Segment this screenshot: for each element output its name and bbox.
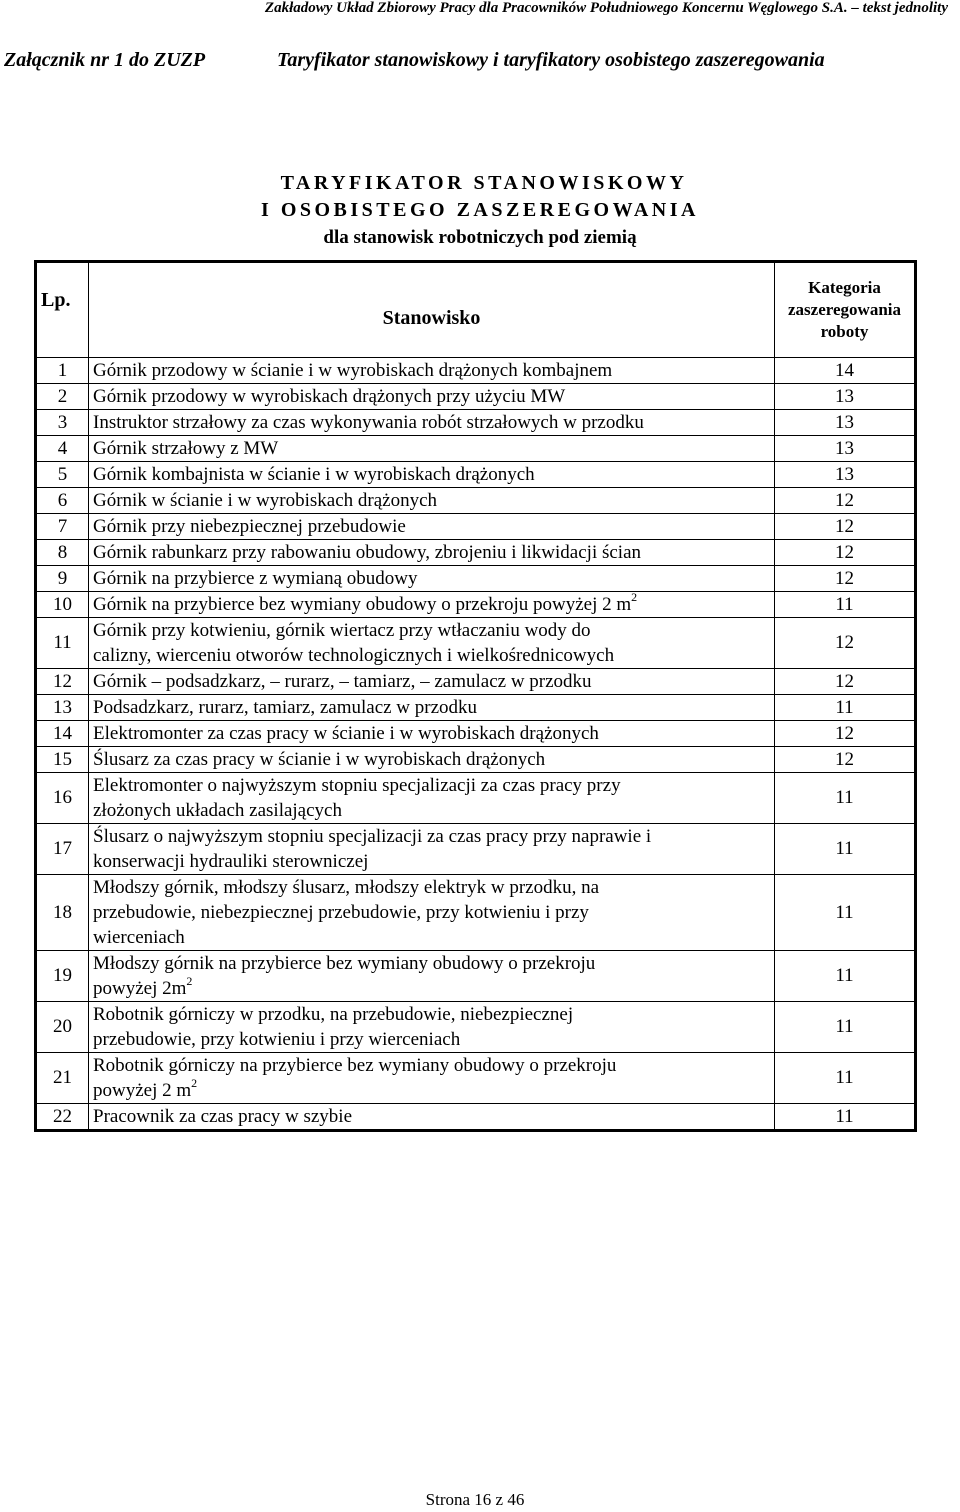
header-lp: Lp. — [36, 262, 89, 358]
category-value: 12 — [775, 488, 916, 514]
position-name-line — [93, 798, 770, 823]
position-name-line — [93, 900, 770, 925]
category-value: 13 — [775, 462, 916, 488]
position-name-text: Ślusarz o najwyższym stopniu specjalizacji za czas pracy przy naprawie i — [93, 826, 652, 847]
row-number: 7 — [36, 514, 89, 540]
category-value: 12 — [775, 540, 916, 566]
category-value: 11 — [775, 592, 916, 618]
row-number: 14 — [36, 721, 89, 747]
position-name-text: Elektromonter za czas pracy w ścianie i w wyrobiskach drążonych — [93, 723, 599, 744]
attachment-title: Taryfikator stanowiskowy i taryfikatory osobistego zaszeregowania — [277, 49, 825, 71]
position-name — [89, 566, 775, 592]
category-value: 13 — [775, 436, 916, 462]
row-number: 22 — [36, 1104, 89, 1131]
row-number: 16 — [36, 773, 89, 824]
row-number: 5 — [36, 462, 89, 488]
position-name-line — [93, 643, 770, 668]
header-stanowisko: Stanowisko — [89, 262, 775, 358]
position-name-line — [93, 747, 770, 772]
table-row — [36, 824, 916, 875]
table-row — [36, 669, 916, 695]
superscript: 2 — [631, 590, 638, 604]
row-number: 9 — [36, 566, 89, 592]
position-name-text: Górnik przy kotwieniu, górnik wiertacz przy wtłaczaniu wody do — [93, 620, 591, 641]
table-row — [36, 747, 916, 773]
position-name-line — [93, 951, 770, 976]
table-row — [36, 875, 916, 951]
position-name — [89, 514, 775, 540]
position-name-line — [93, 514, 770, 539]
position-name — [89, 462, 775, 488]
header-kategoria-line3: roboty — [820, 322, 869, 341]
position-name-text: Górnik przy niebezpiecznej przebudowie — [93, 516, 406, 537]
table-row — [36, 514, 916, 540]
position-name-text: konserwacji hydrauliki sterowniczej — [93, 851, 369, 872]
position-name-text: powyżej 2 m — [93, 1080, 192, 1101]
position-name-line — [93, 925, 770, 950]
position-name-text: Górnik w ścianie i w wyrobiskach drążonych — [93, 490, 438, 511]
position-name-text: Elektromonter o najwyższym stopniu specjalizacji za czas pracy przy — [93, 775, 621, 796]
table-row — [36, 462, 916, 488]
position-name-line — [93, 436, 770, 461]
position-name-line — [93, 488, 770, 513]
position-name-text: Górnik na przybierce z wymianą obudowy — [93, 568, 418, 589]
category-value: 11 — [775, 824, 916, 875]
position-name-line — [93, 875, 770, 900]
position-name — [89, 875, 775, 951]
title-line-2: I OSOBISTEGO ZASZEREGOWANIA — [261, 199, 699, 221]
position-name-text: Robotnik górniczy na przybierce bez wymiany obudowy o przekroju — [93, 1055, 617, 1076]
position-name-text: Młodszy górnik na przybierce bez wymiany obudowy o przekroju — [93, 953, 596, 974]
category-value: 12 — [775, 721, 916, 747]
position-name-text: Górnik przodowy w wyrobiskach drążonych przy użyciu MW — [93, 386, 566, 407]
document-title — [0, 170, 960, 251]
position-name-line — [93, 721, 770, 746]
position-name-line — [93, 618, 770, 643]
position-name-line — [93, 1053, 770, 1078]
position-name-text: złożonych układach zasilających — [93, 800, 342, 821]
category-value: 11 — [775, 1104, 916, 1131]
title-line-1: TARYFIKATOR STANOWISKOWY — [280, 172, 688, 194]
position-name — [89, 1053, 775, 1104]
table-row — [36, 1002, 916, 1053]
row-number: 21 — [36, 1053, 89, 1104]
position-name-line — [93, 592, 770, 617]
position-name-line — [93, 976, 770, 1001]
position-name — [89, 1104, 775, 1131]
table-row — [36, 773, 916, 824]
running-header: Zakładowy Układ Zbiorowy Pracy dla Pracowników Południowego Koncernu Węglowego S.A. – tekst jednolity — [264, 0, 948, 16]
header-kategoria-line1: Kategoria — [808, 278, 881, 297]
table-row — [36, 384, 916, 410]
position-name-text: przebudowie, niebezpiecznej przebudowie, przy kotwieniu i przy — [93, 902, 589, 923]
position-name-line — [93, 1078, 770, 1103]
row-number: 11 — [36, 618, 89, 669]
row-number: 1 — [36, 358, 89, 384]
category-value: 14 — [775, 358, 916, 384]
table-row — [36, 618, 916, 669]
position-name-line — [93, 1002, 770, 1027]
category-value: 12 — [775, 669, 916, 695]
row-number: 12 — [36, 669, 89, 695]
position-name-line — [93, 695, 770, 720]
position-name-text: calizny, wierceniu otworów technologicznych i wielkośrednicowych — [93, 645, 615, 666]
position-name-line — [93, 824, 770, 849]
page-number: Strona 16 z 46 — [425, 1490, 525, 1509]
position-name-text: wierceniach — [93, 927, 185, 948]
header-kategoria — [775, 262, 916, 358]
table-row — [36, 358, 916, 384]
position-name — [89, 410, 775, 436]
table-row — [36, 721, 916, 747]
superscript: 2 — [191, 1076, 198, 1090]
position-name — [89, 669, 775, 695]
position-name-text: przebudowie, przy kotwieniu i przy wierceniach — [93, 1029, 461, 1050]
position-name-text: Podsadzkarz, rurarz, tamiarz, zamulacz w przodku — [93, 697, 478, 718]
position-name-line — [93, 540, 770, 565]
position-name — [89, 695, 775, 721]
row-number: 4 — [36, 436, 89, 462]
row-number: 18 — [36, 875, 89, 951]
tariff-table — [34, 260, 917, 1132]
title-line-3: dla stanowisk robotniczych pod ziemią — [323, 227, 637, 248]
position-name — [89, 384, 775, 410]
position-name-text: Pracownik za czas pracy w szybie — [93, 1106, 353, 1127]
position-name-line — [93, 1027, 770, 1052]
table-row — [36, 566, 916, 592]
category-value: 12 — [775, 514, 916, 540]
row-number: 13 — [36, 695, 89, 721]
table-row — [36, 540, 916, 566]
table-row — [36, 410, 916, 436]
position-name — [89, 1002, 775, 1053]
position-name-text: Ślusarz za czas pracy w ścianie i w wyrobiskach drążonych — [93, 749, 546, 770]
position-name-line — [93, 669, 770, 694]
attachment-label: Załącznik nr 1 do ZUZP — [4, 49, 206, 71]
category-value: 13 — [775, 410, 916, 436]
position-name-text: Górnik – podsadzkarz, – rurarz, – tamiarz, – zamulacz w przodku — [93, 671, 592, 692]
row-number: 20 — [36, 1002, 89, 1053]
position-name-line — [93, 462, 770, 487]
category-value: 13 — [775, 384, 916, 410]
table-header-row — [36, 262, 916, 358]
category-value: 11 — [775, 1053, 916, 1104]
position-name-text: powyżej 2m — [93, 978, 187, 999]
position-name-line — [93, 384, 770, 409]
position-name-text: Górnik rabunkarz przy rabowaniu obudowy, zbrojeniu i likwidacji ścian — [93, 542, 642, 563]
table-row — [36, 592, 916, 618]
position-name-line — [93, 566, 770, 591]
table-row — [36, 951, 916, 1002]
position-name-text: Górnik strzałowy z MW — [93, 438, 279, 459]
row-number: 17 — [36, 824, 89, 875]
category-value: 11 — [775, 695, 916, 721]
position-name-text: Robotnik górniczy w przodku, na przebudowie, niebezpiecznej — [93, 1004, 574, 1025]
row-number: 15 — [36, 747, 89, 773]
table-row — [36, 695, 916, 721]
position-name — [89, 436, 775, 462]
category-value: 12 — [775, 566, 916, 592]
position-name — [89, 488, 775, 514]
row-number: 3 — [36, 410, 89, 436]
position-name — [89, 773, 775, 824]
position-name — [89, 618, 775, 669]
position-name-line — [93, 849, 770, 874]
row-number: 8 — [36, 540, 89, 566]
position-name — [89, 721, 775, 747]
superscript: 2 — [186, 974, 193, 988]
row-number: 6 — [36, 488, 89, 514]
table-row — [36, 1104, 916, 1131]
category-value: 11 — [775, 1002, 916, 1053]
position-name — [89, 358, 775, 384]
category-value: 11 — [775, 773, 916, 824]
position-name-text: Młodszy górnik, młodszy ślusarz, młodszy elektryk w przodku, na — [93, 877, 600, 898]
table-row — [36, 436, 916, 462]
header-kategoria-line2: zaszeregowania — [788, 300, 901, 319]
category-value: 12 — [775, 618, 916, 669]
position-name — [89, 540, 775, 566]
table-row — [36, 488, 916, 514]
position-name — [89, 747, 775, 773]
position-name — [89, 951, 775, 1002]
position-name-text: Górnik na przybierce bez wymiany obudowy o przekroju powyżej 2 m — [93, 594, 632, 615]
row-number: 2 — [36, 384, 89, 410]
position-name — [89, 592, 775, 618]
row-number: 19 — [36, 951, 89, 1002]
position-name-text: Górnik przodowy w ścianie i w wyrobiskach drążonych kombajnem — [93, 360, 613, 381]
position-name-text: Instruktor strzałowy za czas wykonywania robót strzałowych w przodku — [93, 412, 644, 433]
table-body — [36, 358, 916, 1131]
position-name — [89, 824, 775, 875]
category-value: 11 — [775, 951, 916, 1002]
table-row — [36, 1053, 916, 1104]
position-name-line — [93, 358, 770, 383]
category-value: 12 — [775, 747, 916, 773]
row-number: 10 — [36, 592, 89, 618]
position-name-text: Górnik kombajnista w ścianie i w wyrobiskach drążonych — [93, 464, 535, 485]
category-value: 11 — [775, 875, 916, 951]
position-name-line — [93, 1104, 770, 1129]
position-name-line — [93, 773, 770, 798]
position-name-line — [93, 410, 770, 435]
